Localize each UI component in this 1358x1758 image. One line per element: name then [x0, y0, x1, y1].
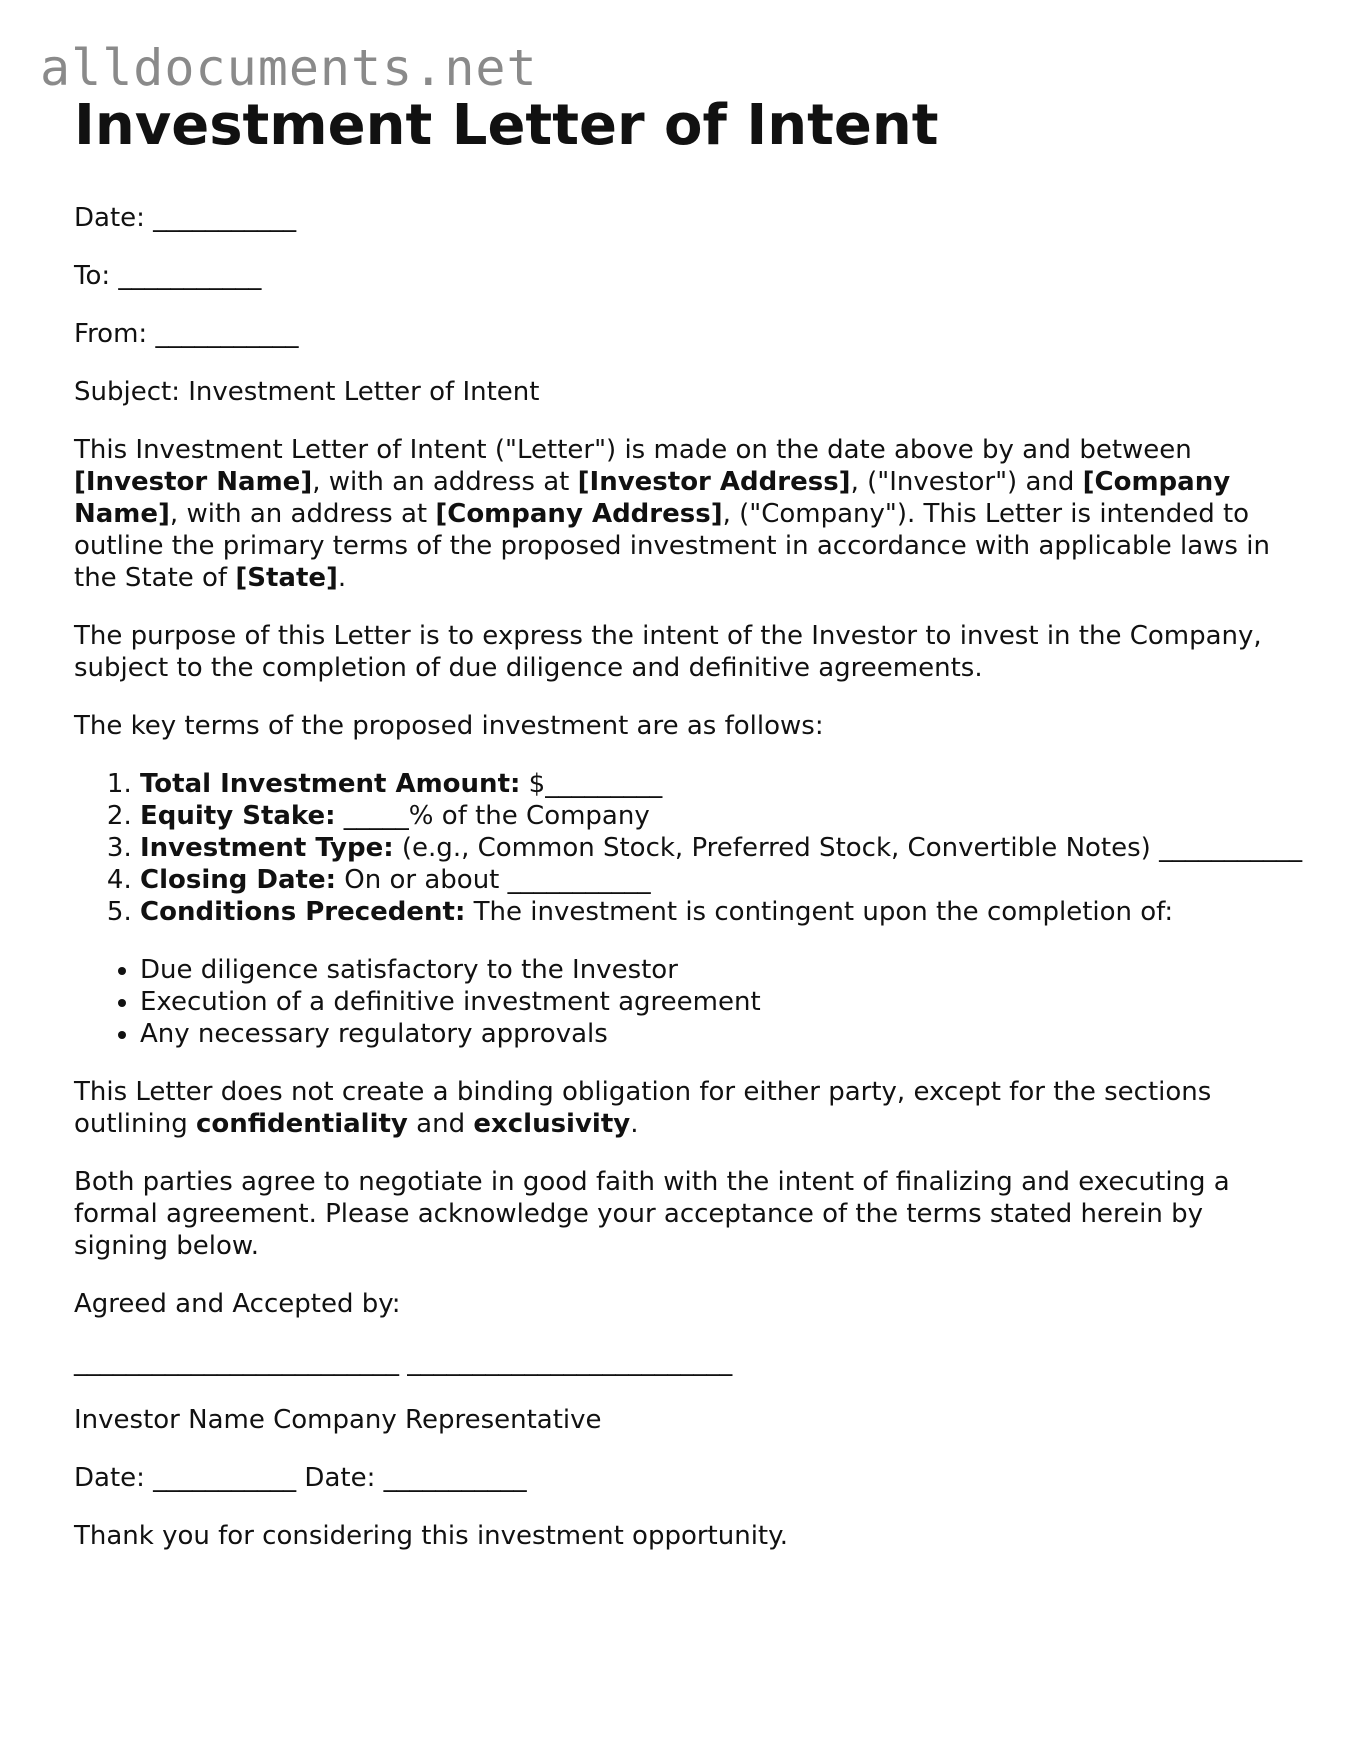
list-item: • Any necessary regulatory approvals	[140, 1018, 1304, 1050]
key-terms-list	[74, 768, 1304, 928]
company-name-placeholder: [Company Name]	[74, 467, 1231, 529]
agreed-line: Agreed and Accepted by:	[74, 1289, 401, 1319]
intro-paragraph: This Investment Letter of Intent ("Letter") is made on the date above by and between [Investor Name], with an address at [Investor Address], ("Investor") and [Company Name], with an address at [Company Address], ("Company"). This Letter is intended to outline the primary terms of the proposed investment in accordance with applicable laws in the State of [State].	[74, 435, 1270, 593]
from-line: From: ___________	[74, 319, 299, 349]
key-terms-intro: The key terms of the proposed investment are as follows:	[74, 711, 824, 741]
good-faith-paragraph: Both parties agree to negotiate in good faith with the intent of finalizing and executing a formal agreement. Please acknowledge your acceptance of the terms stated herein by signing below.	[74, 1167, 1230, 1261]
list-item: • Due diligence satisfactory to the Investor	[140, 954, 1304, 986]
company-address-placeholder: [Company Address]	[435, 499, 723, 529]
signature-lines: _________________________ _________________________	[74, 1347, 733, 1377]
document-title: Investment Letter of Intent	[74, 93, 939, 158]
watermark: alldocuments.net	[40, 39, 538, 97]
document-page	[74, 90, 1304, 1578]
investor-address-placeholder: [Investor Address]	[577, 467, 851, 497]
signature-names: Investor Name Company Representative	[74, 1405, 602, 1435]
signature-dates: Date: ___________ Date: ___________	[74, 1463, 527, 1493]
subject-line: Subject: Investment Letter of Intent	[74, 377, 540, 407]
list-item: 5. Conditions Precedent: The investment is contingent upon the completion of:	[140, 896, 1304, 928]
investor-name-placeholder: [Investor Name]	[74, 467, 313, 497]
purpose-paragraph: The purpose of this Letter is to express the intent of the Investor to invest in the Company, subject to the completion of due diligence and definitive agreements.	[74, 621, 1262, 683]
list-item: 2. Equity Stake: _____% of the Company	[140, 800, 1304, 832]
list-item: 4. Closing Date: On or about ___________	[140, 864, 1304, 896]
list-item: 3. Investment Type: (e.g., Common Stock, Preferred Stock, Convertible Notes) ___________	[140, 832, 1304, 864]
state-placeholder: [State]	[235, 563, 338, 593]
closing-line: Thank you for considering this investment opportunity.	[74, 1521, 789, 1551]
to-line: To: ___________	[74, 261, 262, 291]
date-line: Date: ___________	[74, 203, 297, 233]
binding-paragraph: This Letter does not create a binding obligation for either party, except for the sections outlining confidentiality and exclusivity.	[74, 1077, 1212, 1139]
list-item: • Execution of a definitive investment agreement	[140, 986, 1304, 1018]
list-item: 1. Total Investment Amount: $_________	[140, 768, 1304, 800]
conditions-list	[74, 954, 1304, 1050]
